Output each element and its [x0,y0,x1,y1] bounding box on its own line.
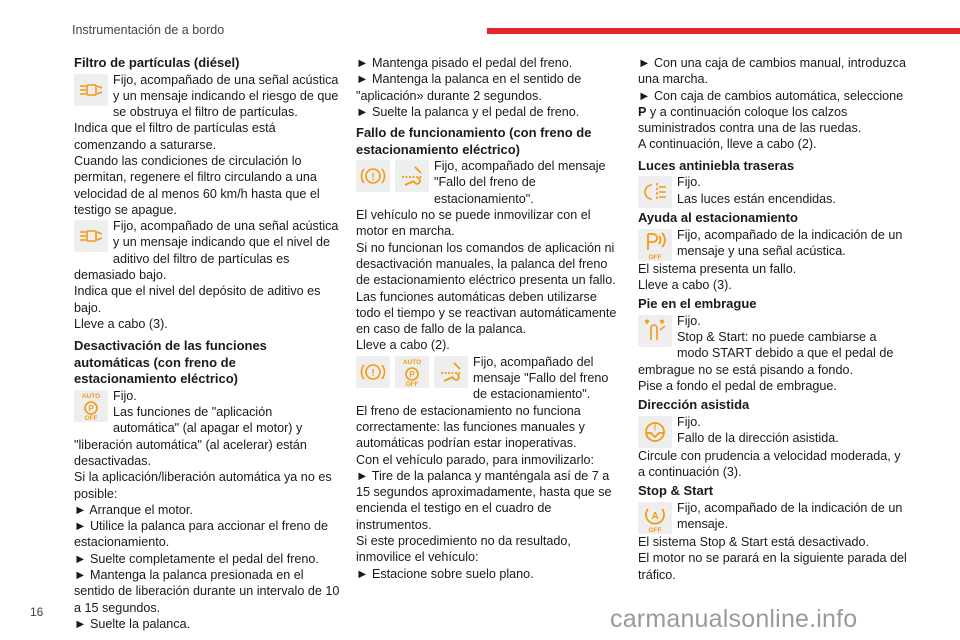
text-stop-start-3: El motor no se parará en la siguiente parada del tráfico. [638,551,907,582]
text-auto-off-8: ► Suelte la palanca. [74,616,191,631]
auto-parking-off-icon-2 [395,356,429,388]
text-park-assist-3: Lleve a cabo (3). [638,278,732,293]
text-step-1: ► Mantenga pisado el pedal del freno. [356,56,573,70]
column-1 [74,55,340,632]
heading-particle-filter: Filtro de partículas (diésel) [74,55,240,70]
text-auto-off-3: Si la aplicación/liberación automática ya no es posible: [74,470,332,501]
steering-wheel-warning-icon [638,416,672,448]
text-auto-gear: ► Con caja de cambios automática, seleccione P y a continuación coloque los calzos suministrados contra una de las ruedas. [638,88,904,136]
text-malfunction-5: Lleve a cabo (2). [356,338,450,353]
text-brake-fault-2: El freno de estacionamiento no funciona correctamente: las funciones manuales y automáticas podrían estar inoperativas. [356,403,585,451]
text-step-2: ► Mantenga la palanca en el sentido de "aplicación» durante 2 segundos. [356,72,582,103]
text-auto-off-5: ► Utilice la palanca para accionar el freno de estacionamiento. [74,519,328,550]
text-auto-off-4: ► Arranque el motor. [74,502,193,517]
text-manual-gear: ► Con una caja de cambios manual, introduzca una marcha. [638,56,906,87]
heading-rear-fog: Luces antiniebla traseras [638,157,795,173]
rear-fog-light-icon [638,176,672,208]
svg-text:!: ! [653,422,657,433]
heading-malfunction: Fallo de funcionamiento (con freno de estacionamiento eléctrico) [356,125,592,157]
text-particle-filter-3: Cuando las condiciones de circulación lo permitan, regenere el filtro circulando a una velocidad de al menos 60 km/h hasta que el testigo se apague. [74,153,320,217]
svg-text:!: ! [371,172,375,184]
text-additive-3: Lleve a cabo (3). [74,316,168,331]
page-header-title: Instrumentación de a bordo [72,23,225,37]
svg-text:A: A [651,510,659,522]
watermark: carmanualsonline.info [610,605,858,633]
auto-parking-off-icon [74,390,108,422]
text-malfunction-4: Las funciones automáticas deben utilizarse todo el tiempo y se reactivan automáticamente en caso de fallo de la palanca. [356,289,617,337]
svg-text:OFF: OFF [648,526,662,533]
text-brake-fault-6: ► Estacione sobre suelo plano. [356,566,534,581]
text-steering-1: Fijo. [677,414,701,429]
text-then: A continuación, lleve a cabo (2). [638,137,817,152]
column-2 [356,55,622,582]
svg-text:P: P [88,403,94,413]
service-wrench-icon [395,160,429,192]
text-auto-off-7: ► Mantenga la palanca presionada en el sentido de liberación durante un intervalo de 10 a 15 segundos. [74,568,340,615]
text-malfunction-1: Fijo, acompañado del mensaje "Fallo del freno de estacionamiento". [434,159,606,206]
particle-filter-additive-icon [74,220,108,252]
icon-off-text: OFF [84,414,98,421]
text-steering-3: Circule con prudencia a velocidad moderada, y a continuación (3). [638,448,901,480]
heading-clutch: Pie en el embrague [638,296,757,312]
service-wrench-icon-2 [434,356,468,388]
brake-warning-icon-2 [356,356,390,388]
text-additive-2: Indica que el nivel del depósito de aditivo es bajo. [74,284,321,315]
parking-sensor-off-icon [638,229,672,261]
heading-power-steering: Dirección asistida [638,397,750,413]
stop-start-off-icon [638,502,672,534]
header-accent-bar [487,28,960,34]
text-clutch-1: Fijo. [677,313,701,328]
text-brake-fault-3: Con el vehículo parado, para inmovilizarlo: [356,452,595,467]
svg-text:OFF: OFF [648,253,662,260]
text-brake-fault-5: Si este procedimiento no da resultado, inmovilice el vehículo: [356,534,571,565]
text-auto-off-1: Fijo. [113,388,137,403]
icon-auto-text: AUTO [402,358,422,366]
text-auto-off-2: Las funciones de "aplicación automática" (al apagar el motor) y "liberación automática" (al acelerar) están desactivadas. [74,405,307,468]
text-additive-1: Fijo, acompañado de una señal acústica y un mensaje indicando que el nivel de aditivo del filtro de partículas es demasiado bajo. [74,219,339,283]
svg-text:P: P [409,369,415,379]
text-park-assist-2: El sistema presenta un fallo. [638,261,797,276]
clutch-pedal-icon [638,315,672,347]
heading-auto-functions-off: Desactivación de las funciones automáticas (con freno de estacionamiento eléctrico) [74,338,267,387]
text-auto-off-6: ► Suelte completamente el pedal del freno. [74,551,319,566]
text-malfunction-3: Si no funcionan los comandos de aplicación ni desactivación manuales, la palanca del freno de estacionamiento eléctrico presenta un fallo. [356,240,616,288]
text-stop-start-1: Fijo, acompañado de la indicación de un mensaje. [677,500,903,532]
text-malfunction-2: El vehículo no se puede inmovilizar con el motor en marcha. [356,208,591,239]
heading-park-assist: Ayuda al estacionamiento [638,210,798,226]
text-brake-fault-4: ► Tire de la palanca y manténgala así de 7 a 15 segundos aproximadamente, hasta que se encienda el testigo en el cuadro de instrumentos. [356,468,612,532]
column-3 [638,55,910,583]
text-rear-fog-1: Fijo. [677,175,701,190]
text-clutch-2: Stop & Start: no puede cambiarse a modo START debido a que el pedal de embrague no se está pisando a fondo. [638,330,894,377]
text-rear-fog-2: Las luces están encendidas. [677,191,836,206]
text-clutch-3: Pise a fondo el pedal de embrague. [638,379,837,394]
text-particle-filter-1: Fijo, acompañado de una señal acústica y un mensaje indicando el riesgo de que se obstruya el filtro de partículas. [113,72,339,120]
icon-auto-text: AUTO [81,392,101,400]
text-park-assist-1: Fijo, acompañado de la indicación de un mensaje y una señal acústica. [677,227,903,259]
icon-off-text: OFF [405,380,419,387]
heading-stop-start: Stop & Start [638,483,714,499]
text-brake-fault-1: Fijo, acompañado del mensaje "Fallo del freno de estacionamiento". [473,354,609,402]
text-step-3: ► Suelte la palanca y el pedal de freno. [356,104,580,119]
text-stop-start-2: El sistema Stop & Start está desactivado. [638,534,869,549]
brake-warning-icon [356,160,390,192]
text-particle-filter-2: Indica que el filtro de partículas está comenzando a saturarse. [74,121,276,152]
particle-filter-icon [74,74,108,106]
text-steering-2: Fallo de la dirección asistida. [677,431,839,446]
page-number: 16 [30,605,44,619]
svg-text:!: ! [371,367,375,379]
